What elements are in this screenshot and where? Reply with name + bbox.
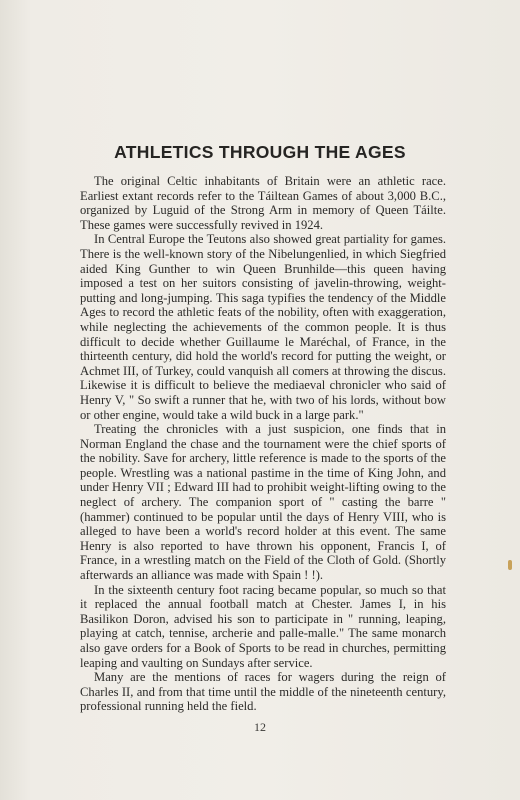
paragraph-5: Many are the mentions of races for wagers during the reign of Charles II, and from that time until the middle of the nineteenth century, professional running held the field. [80,670,446,714]
paragraph-4: In the sixteenth century foot racing became popular, so much so that it replaced the annual football match at Chester. James I, in his Basilikon Doron, advised his son to participate in " running, leaping, playing at catch, tennise, archerie and palle-malle." The same monarch also gave orders for a Book of Sports to be read in churches, permitting leaping and vaulting on Sundays after service. [80,582,446,670]
page-number: 12 [254,720,266,734]
paper-stain [508,560,512,570]
body-text [80,174,446,714]
paragraph-3: Treating the chronicles with a just suspicion, one finds that in Norman England the chase and the tournament were the chief sports of the nobility. Save for archery, little reference is made to the sports of the people. Wrestling was a national pastime in the time of King John, and under Henry VII ; Edward III had to prohibit weight-lifting owing to the neglect of archery. The companion sport of " casting the barre " (hammer) continued to be popular until the days of Henry VIII, who is alleged to have been a world's record holder at this event. The same Henry is also reported to have thrown his opponent, Francis I, of France, in a wrestling match on the Field of the Cloth of Gold. (Shortly afterwards an alliance was made with Spain ! !). [80,422,446,583]
paragraph-1: The original Celtic inhabitants of Britain were an athletic race. Earliest extant records refer to the Táiltean Games of about 3,000 B.C., organized by Luguid of the Strong Arm in memory of Queen Táilte. These games were successfully revived in 1924. [80,174,446,232]
paragraph-2: In Central Europe the Teutons also showed great partiality for games. There is the well-known story of the Nibelungenlied, in which Siegfried aided King Gunther to win Queen Brunhilde—this queen having imposed a test on her suitors consisting of javelin-throwing, weight-putting and long-jumping. This saga typifies the tendency of the Middle Ages to record the athletic feats of the nobility, often with exaggeration, while neglecting the achievements of the common people. It is thus difficult to decide whether Guillaume le Maréchal, of France, in the thirteenth century, did hold the world's record for putting the weight, or Achmet III, of Turkey, could vanquish all comers at throwing the discus. Likewise it is difficult to believe the mediaeval chronicler who said of Henry V, " So swift a runner that he, with two of his lords, without bow or other engine, would take a wild buck in a large park." [80,232,446,422]
chapter-title: ATHLETICS THROUGH THE AGES [114,142,406,162]
